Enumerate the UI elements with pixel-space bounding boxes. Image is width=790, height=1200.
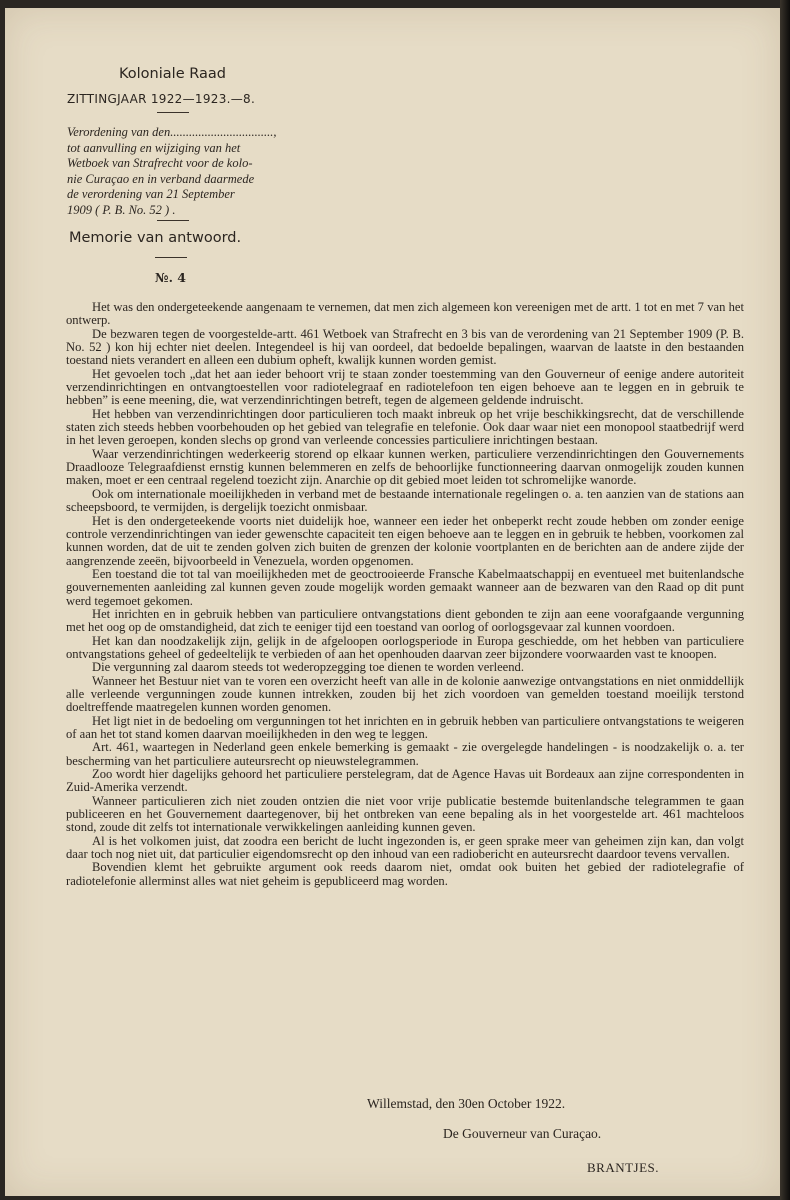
decree-title (67, 125, 327, 219)
paragraph: Het gevoelen toch „dat het aan ieder behoort vrij te staan zonder toestemming van den Gouverneur of eenige andere autoriteit verzendinrichtingen en ontvangtoestellen voor radiotelegraaf en radiotelefoon ten eigen behoeve aan te leggen en in gebruik te hebben” is eene meening, die, wat verzendinrichtingen betreft, tegen de algemeen geldende indruischt. (66, 366, 744, 408)
paragraph: Art. 461, waartegen in Nederland geen enkele bemerking is gemaakt - zie overgelegde handelingen - is noodzakelijk o. a. ter bescherming van het particuliere auteursrecht op nieuwstelegrammen. (66, 740, 744, 768)
divider-middle (157, 220, 189, 221)
paragraph: Al is het volkomen juist, dat zoodra een bericht de lucht ingezonden is, er geen sprake meer van geheimen zijn kan, dan volgt daar toch nog niet uit, dat particulier eigendomsrecht op den inhoud van een radiobericht en auteursrecht daardoor tevens vervallen. (66, 833, 744, 862)
decree-line: tot aanvulling en wijziging van het (67, 140, 241, 155)
paragraph: Het ligt niet in de bedoeling om vergunningen tot het inrichten en in gebruik hebben van particuliere ontvangstations te weigeren of aan het tot stand komen daarvan moeilijkheden in den weg te leggen. (66, 713, 744, 741)
paragraph: Bovendien klemt het gebruikte argument ook reeds daarom niet, omdat ook buiten het gebied der radiotelegrafie of radiotelefonie allerminst alles wat niet geheim is gepubliceerd mag worden. (66, 860, 744, 888)
body-text (66, 301, 744, 888)
paragraph: Waar verzendinrichtingen wederkeerig storend op elkaar kunnen werken, particuliere verzendinrichtingen den Gouvernements Draadlooze Telegraafdienst ernstig kunnen belemmeren en zelfs de behoorlijke functionneering daarvan onmogelijk zouden kunnen maken, moet er een centraal regelend toezicht zijn. Anarchie op dit gebied moet leiden tot schromelijke wanorde. (66, 446, 744, 488)
document-number: №. 4 (155, 270, 186, 285)
divider-top (157, 112, 189, 113)
council-title: Koloniale Raad (119, 66, 226, 82)
decree-line: Verordening van den................................., (67, 125, 277, 139)
paragraph: Ook om internationale moeilijkheden in verband met de bestaande internationale regelingen o. a. ten aanzien van de stations aan scheepsboord, te vermijden, is dergelijk toezicht onmisbaar. (66, 486, 744, 515)
paragraph: Het inrichten en in gebruik hebben van particuliere ontvangstations dient gebonden te zijn aan eene voorafgaande vergunning met het oog op de omstandigheid, dat zich te eeniger tijd een toestand van oorlog of oorlogsgevaar zal kunnen voordoen. (66, 606, 744, 635)
governor-title: De Gouverneur van Curaçao. (443, 1126, 602, 1141)
paragraph: Die vergunning zal daarom steeds tot wederopzegging toe dienen te worden verleend. (92, 660, 524, 675)
decree-line: nie Curaçao en in verband daarmede (67, 171, 255, 186)
paragraph: Wanneer particulieren zich niet zouden ontzien die niet voor vrije publicatie bestemde buitenlandsche telegrammen te gaan publiceeren en het Gouvernement daartegenover, bij het ontbreken van eene bepaling als in het voorgestelde art. 461 machteloos stond, zoude dit zelfs tot internationale verwikkelingen aanleiding kunnen geven. (66, 793, 744, 835)
decree-line: Wetboek van Strafrecht voor de kolo- (67, 156, 253, 171)
paragraph: Het is den ondergeteekende voorts niet duidelijk hoe, wanneer een ieder het onbeperkt recht zoude hebben om zonder eenige controle verzendinrichtingen van ieder gewenschte capaciteit ten eigen behoeve aan te leggen en in gebruik te hebben, voorkomen zal kunnen worden, dat de uit te zenden golven zich buiten de grenzen der kolonie voortplanten en de berichten aan de andere zijde der aangrenzende zeeën, bijvoorbeeld in Venezuela, worden opgenomen. (66, 513, 744, 568)
scan-edge (780, 0, 790, 1200)
divider-heading (155, 257, 187, 258)
paragraph: Een toestand die tot tal van moeilijkheden met de geoctrooieerde Fransche Kabelmaatschappij en eventueel met buitenlandsche gouvernementen aanleiding zal kunnen geven zoude mogelijk worden gemaakt wanneer aan de bezwaren van den Raad op dit punt werd tegemoet gekomen. (66, 566, 744, 608)
paragraph: Het hebben van verzendinrichtingen door particulieren toch maakt inbreuk op het vrije beschikkingsrecht, dat de verschillende staten zich steeds hebben voorbehouden op het gebied van telegrafie en telefonie. Ook daar waar niet een monopool staatbedrijf werd in het leven geroepen, konden slechs op grond van verleende concessies particuliere inrichtingen bestaan. (66, 406, 744, 448)
place-date: Willemstad, den 30en October 1922. (367, 1096, 566, 1111)
paragraph: Het kan dan noodzakelijk zijn, gelijk in de afgeloopen oorlogsperiode in Europa geschiedde, om het hebben van particuliere ontvangstations geheel of gedeeltelijk te verbieden of aan het openhouden daarvan zeer bijzondere voorwaarden vast te knoopen. (66, 633, 744, 661)
document-page (5, 8, 780, 1196)
paragraph: Zoo wordt hier dagelijks gehoord het particuliere perstelegram, dat de Agence Havas uit Bordeaux aan zijne correspondenten in Zuid-Amerika verzendt. (66, 767, 744, 795)
document-heading: Memorie van antwoord. (69, 230, 242, 246)
decree-line: 1909 ( P. B. No. 52 ) . (67, 202, 176, 217)
paragraph: Wanneer het Bestuur niet van te voren een overzicht heeft van alle in de kolonie aanwezige ontvangstations en niet onmiddellijk alle verleende vergunningen zoude kunnen intrekken, zouden bij het zich voordoen van gemelden toestand moeilijk terstond doeltreffende maatregelen kunnen worden genomen. (66, 673, 744, 715)
paragraph: De bezwaren tegen de voorgestelde-artt. 461 Wetboek van Strafrecht en 3 bis van de verordening van 21 September 1909 (P. B. No. 52 ) kon hij echter niet deelen. Integendeel is hij van oordeel, dat bedoelde bepalingen, waarvan de laatste in den bestaanden toestand niets verandert en alleen een dubium opheft, kwalijk kunnen worden gemist. (66, 326, 744, 368)
decree-line: de verordening van 21 September (67, 187, 235, 202)
session-line: ZITTINGJAAR 1922—1923.—8. (67, 92, 256, 106)
signature: BRANTJES. (587, 1160, 660, 1175)
paragraph: Het was den ondergeteekende aangenaam te vernemen, dat men zich algemeen kon vereenigen met de artt. 1 tot en met 7 van het ontwerp. (66, 300, 744, 328)
